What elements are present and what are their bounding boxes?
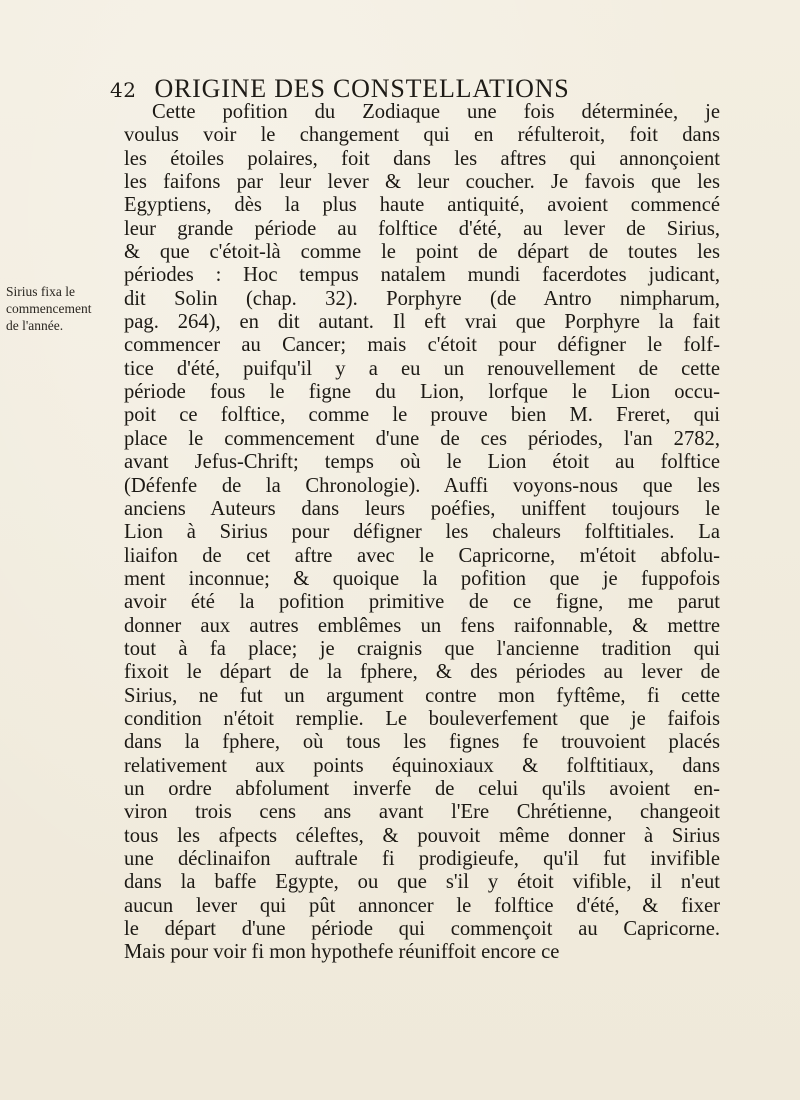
text-line: périodes : Hoc tempus natalem mundi facerdotes judicant, <box>124 264 720 287</box>
text-line: Sirius, ne fut un argument contre mon fyftême, fi cette <box>124 684 720 707</box>
text-line: anciens Auteurs dans leurs poéfies, uniffent toujours le <box>124 497 720 520</box>
running-head <box>110 74 720 104</box>
text-line: liaifon de cet aftre avec le Capricorne, m'étoit abfolu- <box>124 544 720 567</box>
text-line: dans la baffe Egypte, ou que s'il y étoit vifible, il n'eut <box>124 871 720 894</box>
text-line: avant Jefus-Chrift; temps où le Lion étoit au folftice <box>124 451 720 474</box>
running-title: ORIGINE DES CONSTELLATIONS <box>154 74 570 103</box>
text-line: un ordre abfolument inverfe de celui qu'ils avoient en- <box>124 777 720 800</box>
body-text <box>124 101 720 965</box>
text-line: voulus voir le changement qui en réfulteroit, foit dans <box>124 124 720 147</box>
text-line: & que c'étoit-là comme le point de départ de toutes les <box>124 241 720 264</box>
text-line: tout à fa place; je craignis que l'ancienne tradition qui <box>124 637 720 660</box>
text-line: leur grande période au folftice d'été, au lever de Sirius, <box>124 217 720 240</box>
text-line: pag. 264), en dit autant. Il eft vrai que Porphyre la fait <box>124 311 720 334</box>
margin-note-line: commencement <box>6 301 92 316</box>
text-line: Lion à Sirius pour défigner les chaleurs folftitiales. La <box>124 521 720 544</box>
text-line: fixoit le départ de la fphere, & des périodes au lever de <box>124 661 720 684</box>
text-line: les faifons par leur lever & leur coucher. Je favois que les <box>124 171 720 194</box>
text-line: une déclinaifon auftrale fi prodigieufe, qu'il fut invifible <box>124 848 720 870</box>
text-line: avoir été la pofition primitive de ce figne, me parut <box>124 591 720 614</box>
text-line: Cette pofition du Zodiaque une fois déterminée, je <box>152 101 720 123</box>
text-line: (Défenfe de la Chronologie). Auffi voyons-nous que les <box>124 474 720 497</box>
margin-note <box>6 283 106 334</box>
text-line: tous les afpects céleftes, & pouvoit même donner à Sirius <box>124 824 720 847</box>
text-line: commencer au Cancer; mais c'étoit pour défigner le folf- <box>124 334 720 357</box>
text-line: dit Solin (chap. 32). Porphyre (de Antro nimpharum, <box>124 287 720 310</box>
margin-note-line: de l'année. <box>6 318 64 333</box>
page-number: 42 <box>110 78 137 102</box>
text-line: Egyptiens, dès la plus haute antiquité, avoient commencé <box>124 194 720 217</box>
text-line: poit ce folftice, comme le prouve bien M. Freret, qui <box>124 404 720 427</box>
text-line: le départ d'une période qui commençoit au Capricorne. <box>124 918 720 941</box>
text-line: dans la fphere, où tous les fignes fe trouvoient placés <box>124 731 720 754</box>
text-line: relativement aux points équinoxiaux & folftitiaux, dans <box>124 754 720 777</box>
margin-note-line: Sirius fixa le <box>6 284 75 299</box>
text-line: ment inconnue; & quoique la pofition que je fuppofois <box>124 567 720 590</box>
text-line: tice d'été, puifqu'il y a eu un renouvellement de cette <box>124 357 720 380</box>
text-line: les étoiles polaires, foit dans les aftres qui annonçoient <box>124 147 720 170</box>
text-line: place le commencement d'une de ces périodes, l'an 2782, <box>124 427 720 450</box>
text-line: donner aux autres emblêmes un fens raifonnable, & mettre <box>124 614 720 637</box>
text-line: période fous le figne du Lion, lorfque le Lion occu- <box>124 381 720 404</box>
text-line: aucun lever qui pût annoncer le folftice d'été, & fixer <box>124 894 720 917</box>
text-line: condition n'étoit remplie. Le bouleverfement que je faifois <box>124 707 720 730</box>
text-line: Mais pour voir fi mon hypothefe réuniffoit encore ce <box>124 941 560 964</box>
text-line: viron trois cens ans avant l'Ere Chrétienne, changeoit <box>124 801 720 824</box>
